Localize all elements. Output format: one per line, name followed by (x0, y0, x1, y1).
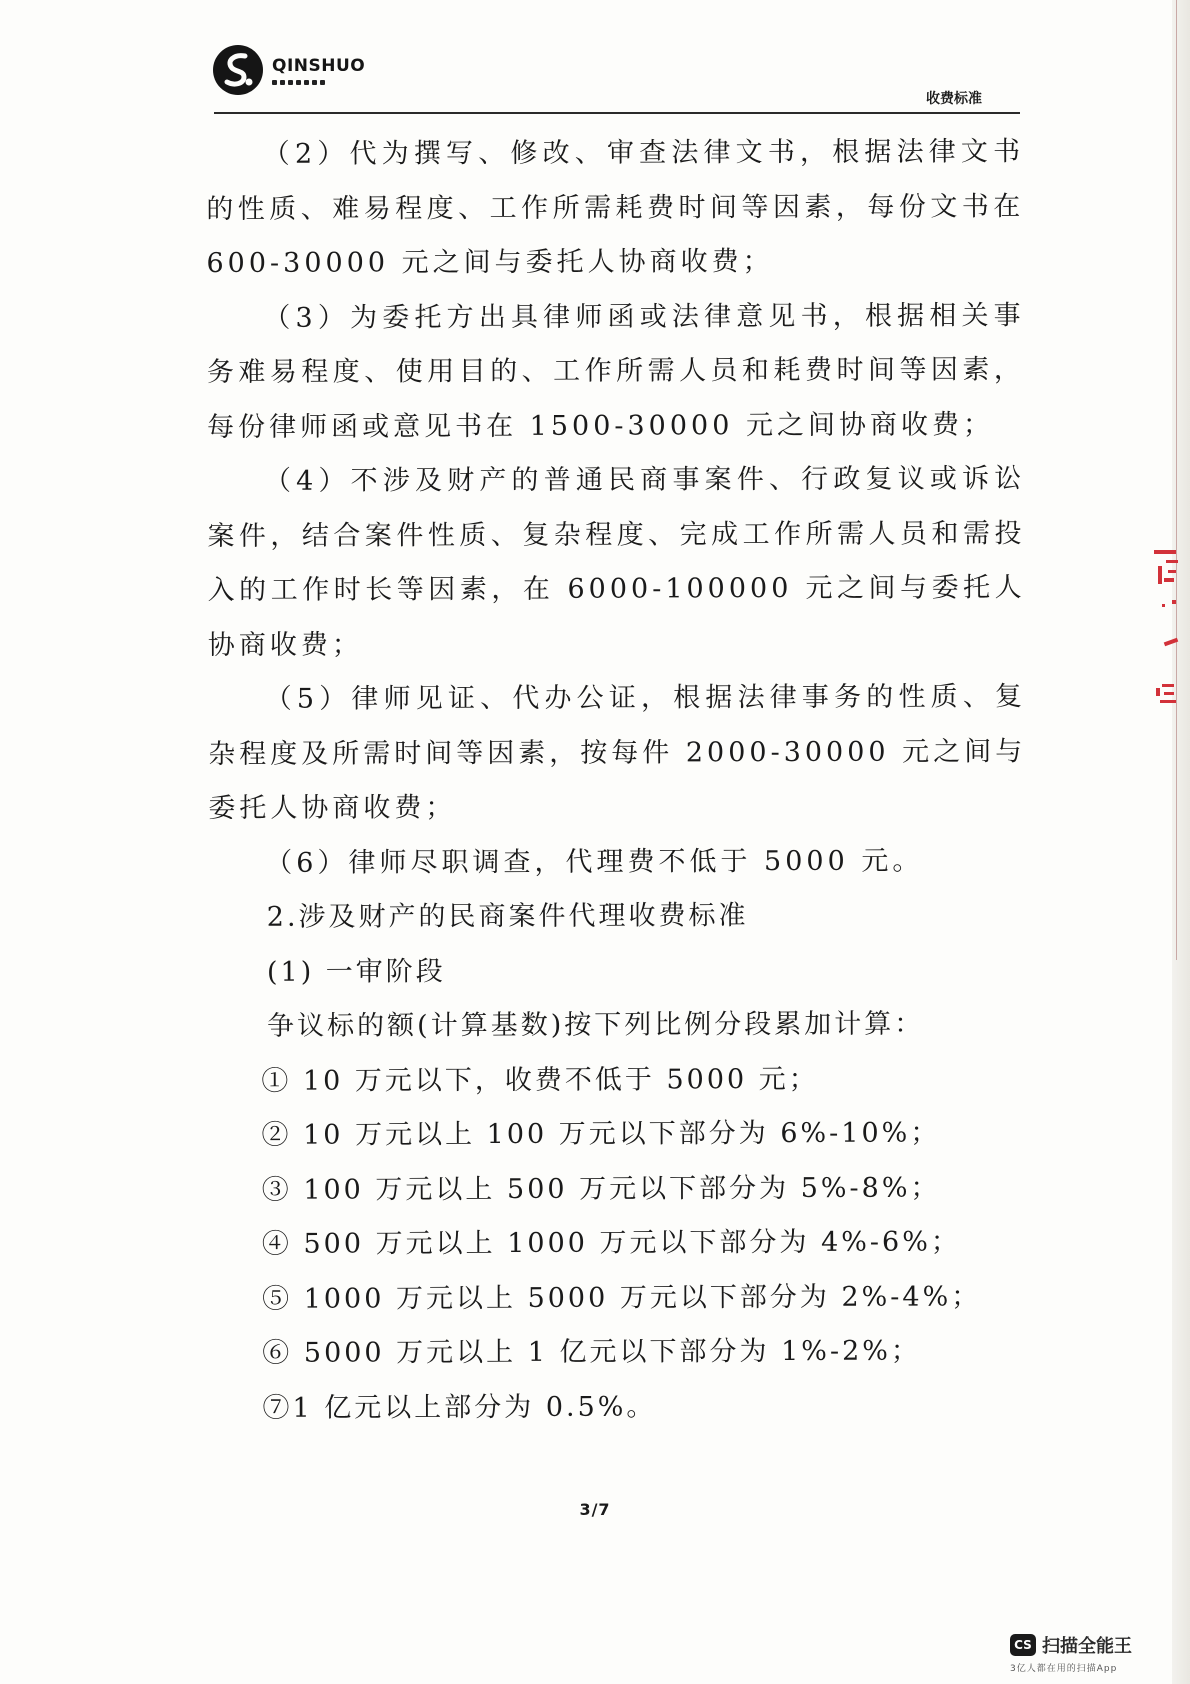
binding-red-line (1176, 0, 1177, 960)
paragraph-6: （6）律师尽职调查，代理费不低于 5000 元。 (265, 845, 924, 879)
fee-tier-item: ⑥ 5000 万元以上 1 亿元以下部分为 1%-2%； (262, 1335, 921, 1369)
stage-1-heading: (1) 一审阶段 (266, 955, 446, 988)
section-title: 收费标准 (926, 91, 982, 107)
fee-tier-item: ① 10 万元以下，收费不低于 5000 元； (261, 1063, 819, 1097)
fee-tier-item: ⑦1 亿元以上部分为 0.5%。 (262, 1390, 657, 1424)
paragraph-2: （2）代为撰写、修改、审查法律文书，根据法律文书的性质、难易程度、工作所需耗费时间等因素，每份文书在 600-30000 元之间与委托人协商收费； (206, 136, 1025, 279)
qinshuo-logo-icon (212, 44, 264, 96)
calculation-intro: 争议标的额(计算基数)按下列比例分段累加计算： (267, 1008, 925, 1042)
document-body (206, 125, 1029, 1436)
fee-tier-item: ③ 100 万元以上 500 万元以下部分为 5%-8%； (261, 1171, 941, 1206)
scanner-app-name: 扫描全能王 (1042, 1636, 1132, 1657)
brand-dots (272, 80, 325, 85)
fee-tier-item: ⑤ 1000 万元以上 5000 万元以下部分为 2%-4%； (262, 1280, 982, 1315)
page-number: 3/7 (579, 1500, 611, 1519)
brand-name: QINSHUO (272, 55, 366, 76)
camscanner-badge-icon: CS (1010, 1634, 1036, 1656)
page-binding-edge (1172, 0, 1190, 1684)
scanner-tagline: 3亿人都在用的扫描App (1010, 1664, 1118, 1674)
fee-tier-item: ② 10 万元以上 100 万元以下部分为 6%-10%； (261, 1117, 941, 1151)
red-seal-fragment (1152, 548, 1180, 758)
scanner-watermark (1010, 1632, 1160, 1674)
header-divider (214, 112, 1020, 114)
paragraph-5: （5）律师见证、代办公证，根据法律事务的性质、复杂程度及所需时间等因素，按每件 2000-30000 元之间与委托人协商收费； (208, 681, 1027, 824)
paragraph-3: （3）为委托方出具律师函或法律意见书，根据相关事务难易程度、使用目的、工作所需人员和耗费时间等因素，每份律师函或意见书在 1500-30000 元之间协商收费； (206, 299, 1025, 443)
fee-tier-item: ④ 500 万元以上 1000 万元以下部分为 4%-6%； (261, 1226, 961, 1260)
qinshuo-logo (212, 44, 365, 96)
section-2-heading: 2.涉及财产的民商案件代理收费标准 (266, 900, 749, 933)
paragraph-4: （4）不涉及财产的普通民商事案件、行政复议或诉讼案件，结合案件性质、复杂程度、完成工作所需人员和需投入的工作时长等因素，在 6000-100000 元之间与委托人协商收费； (207, 463, 1026, 661)
